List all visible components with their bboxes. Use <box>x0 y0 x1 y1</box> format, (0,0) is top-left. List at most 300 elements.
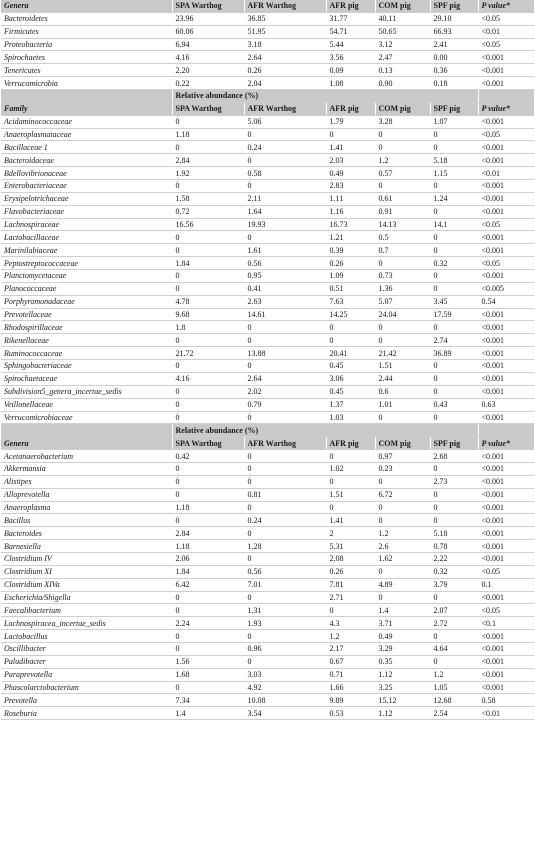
value-cell: 0 <box>244 231 326 244</box>
value-cell: 5.18 <box>430 527 478 540</box>
value-cell: 2.84 <box>172 527 244 540</box>
value-cell: 0 <box>430 385 478 398</box>
value-cell: 3.79 <box>430 578 478 591</box>
table-row <box>1 655 534 668</box>
value-cell: 0.56 <box>244 257 326 270</box>
value-cell: 1.37 <box>326 398 375 411</box>
table-row <box>1 218 534 231</box>
value-cell: 0 <box>172 514 244 527</box>
taxon-name: Anaeroplasma <box>1 501 172 514</box>
value-cell: 0 <box>172 244 244 257</box>
value-cell: <0.001 <box>478 527 534 540</box>
value-cell: 0.26 <box>326 257 375 270</box>
value-cell: 0 <box>430 205 478 218</box>
value-cell: 10.08 <box>244 694 326 707</box>
value-cell: 5.18 <box>430 154 478 167</box>
value-cell: 3.06 <box>326 372 375 385</box>
value-cell: 0.24 <box>244 141 326 154</box>
table-row <box>1 167 534 180</box>
table-row <box>1 141 534 154</box>
table-row <box>1 462 534 475</box>
value-cell: 0 <box>244 501 326 514</box>
blank-cell <box>478 424 534 437</box>
relative-abundance-label: Relative abundance (%) <box>172 424 478 437</box>
value-cell: 0 <box>326 321 375 334</box>
value-cell: 0 <box>430 231 478 244</box>
value-cell: 31.77 <box>326 12 375 25</box>
value-cell: 1.64 <box>244 205 326 218</box>
value-cell: 0 <box>172 411 244 424</box>
taxon-name: Lactobacillus <box>1 630 172 643</box>
taxon-name: Porphyromonadaceae <box>1 295 172 308</box>
column-header: Genera <box>1 0 172 12</box>
value-cell: <0.001 <box>478 655 534 668</box>
value-cell: 51.95 <box>244 25 326 38</box>
taxon-name: Anaeroplasmataceae <box>1 128 172 141</box>
value-cell: 0 <box>430 630 478 643</box>
value-cell: 1.66 <box>326 681 375 694</box>
taxon-name: Tenericutes <box>1 64 172 77</box>
taxon-name: Firmicutes <box>1 25 172 38</box>
value-cell: 0.1 <box>478 578 534 591</box>
table-row <box>1 617 534 630</box>
value-cell: 1.18 <box>172 501 244 514</box>
value-cell: 1.41 <box>326 514 375 527</box>
table-row <box>1 115 534 128</box>
value-cell: 1.03 <box>326 411 375 424</box>
value-cell: 24.04 <box>375 308 430 321</box>
value-cell: 0.18 <box>430 77 478 90</box>
value-cell: 0 <box>172 475 244 488</box>
value-cell: 1.56 <box>172 655 244 668</box>
value-cell: 1.68 <box>172 668 244 681</box>
column-header: SPA Warthog <box>172 102 244 115</box>
value-cell: <0.001 <box>478 77 534 90</box>
taxon-name: Planococcaceae <box>1 282 172 295</box>
value-cell: 0 <box>375 591 430 604</box>
column-header: AFR pig <box>326 102 375 115</box>
value-cell: <0.001 <box>478 115 534 128</box>
value-cell: <0.001 <box>478 372 534 385</box>
value-cell: 16.73 <box>326 218 375 231</box>
value-cell: <0.001 <box>478 668 534 681</box>
value-cell: 1.51 <box>326 488 375 501</box>
value-cell: <0.001 <box>478 462 534 475</box>
taxon-name: Acidaminococcaceae <box>1 115 172 128</box>
value-cell: 0 <box>375 141 430 154</box>
taxon-name: Verrucomicrobia <box>1 77 172 90</box>
value-cell: 0.61 <box>375 192 430 205</box>
table-row <box>1 475 534 488</box>
value-cell: 0.58 <box>244 167 326 180</box>
value-cell: 0 <box>375 565 430 578</box>
column-header: COM pig <box>375 437 430 450</box>
table-row <box>1 450 534 463</box>
table-row <box>1 51 534 64</box>
value-cell: 14.1 <box>430 218 478 231</box>
table-row <box>1 295 534 308</box>
value-cell: 0 <box>244 475 326 488</box>
value-cell: <0.001 <box>478 308 534 321</box>
value-cell: 2 <box>326 527 375 540</box>
value-cell: <0.001 <box>478 180 534 193</box>
table-row <box>1 180 534 193</box>
value-cell: 13.88 <box>244 347 326 360</box>
value-cell: 0.45 <box>326 385 375 398</box>
value-cell: 14.13 <box>375 218 430 231</box>
value-cell: 0.09 <box>326 64 375 77</box>
table-row <box>1 244 534 257</box>
value-cell: <0.05 <box>478 604 534 617</box>
value-cell: 4.16 <box>172 51 244 64</box>
value-cell: 0 <box>375 501 430 514</box>
value-cell: <0.001 <box>478 321 534 334</box>
value-cell: 0 <box>172 642 244 655</box>
blank-cell <box>1 424 172 437</box>
taxon-name: Sphingobacteriaceae <box>1 360 172 373</box>
value-cell: 0 <box>244 630 326 643</box>
value-cell: 2.07 <box>430 604 478 617</box>
value-cell: 0 <box>244 334 326 347</box>
column-header: SPA Warthog <box>172 437 244 450</box>
abundance-table <box>1 0 534 720</box>
value-cell: 4.16 <box>172 372 244 385</box>
value-cell: 0.39 <box>326 244 375 257</box>
value-cell: <0.001 <box>478 64 534 77</box>
value-cell: <0.001 <box>478 591 534 604</box>
value-cell: 1.24 <box>430 192 478 205</box>
table-row <box>1 372 534 385</box>
column-header: AFR pig <box>326 437 375 450</box>
value-cell: <0.05 <box>478 38 534 51</box>
value-cell: 0 <box>244 591 326 604</box>
value-cell: 1.09 <box>326 270 375 283</box>
value-cell: 0.45 <box>326 360 375 373</box>
value-cell: 5.06 <box>244 115 326 128</box>
value-cell: 4.3 <box>326 617 375 630</box>
taxon-name: Flavobacteriaceae <box>1 205 172 218</box>
taxon-name: Lachnospiraceae <box>1 218 172 231</box>
blank-cell <box>1 90 172 103</box>
value-cell: <0.05 <box>478 565 534 578</box>
value-cell: 1.16 <box>326 205 375 218</box>
column-header: Family <box>1 102 172 115</box>
taxon-name: Planctomycetaceae <box>1 270 172 283</box>
table-row <box>1 154 534 167</box>
taxon-name: Ruminococcaceae <box>1 347 172 360</box>
value-cell: 1.41 <box>326 141 375 154</box>
table-row <box>1 681 534 694</box>
value-cell: <0.001 <box>478 630 534 643</box>
value-cell: 0 <box>244 180 326 193</box>
table-row <box>1 128 534 141</box>
value-cell: 4.64 <box>430 642 478 655</box>
value-cell: 0 <box>244 655 326 668</box>
table-row <box>1 257 534 270</box>
value-cell: 2.64 <box>244 372 326 385</box>
taxon-name: Paludibacter <box>1 655 172 668</box>
value-cell: 2.74 <box>430 334 478 347</box>
taxon-name: Subdivision5_genera_incertae_sedis <box>1 385 172 398</box>
taxon-name: Roseburia <box>1 707 172 720</box>
value-cell: 2.17 <box>326 642 375 655</box>
taxon-name: Acetanaerobacterium <box>1 450 172 463</box>
taxon-name: Paraprevotella <box>1 668 172 681</box>
value-cell: 0.91 <box>375 205 430 218</box>
value-cell: 1.15 <box>430 167 478 180</box>
value-cell: 9.68 <box>172 308 244 321</box>
value-cell: 50.65 <box>375 25 430 38</box>
value-cell: 0.13 <box>375 64 430 77</box>
value-cell: 0 <box>375 321 430 334</box>
value-cell: 0.36 <box>430 64 478 77</box>
taxon-name: Bacillus <box>1 514 172 527</box>
value-cell: 0 <box>326 604 375 617</box>
taxon-name: Bdellovibrionaceae <box>1 167 172 180</box>
value-cell: 1.61 <box>244 244 326 257</box>
value-cell: 0.67 <box>326 655 375 668</box>
value-cell: 15.12 <box>375 694 430 707</box>
value-cell: 0 <box>172 630 244 643</box>
table-row <box>1 694 534 707</box>
value-cell: 6.94 <box>172 38 244 51</box>
value-cell: 4.78 <box>172 295 244 308</box>
value-cell: 0.5 <box>375 231 430 244</box>
value-cell: 1.2 <box>375 154 430 167</box>
value-cell: 3.45 <box>430 295 478 308</box>
value-cell: <0.01 <box>478 25 534 38</box>
value-cell: 4.92 <box>244 681 326 694</box>
taxon-name: Lachnospiracea_incertae_sedis <box>1 617 172 630</box>
column-header: AFR pig <box>326 0 375 12</box>
value-cell: <0.001 <box>478 681 534 694</box>
value-cell: 5.31 <box>326 540 375 553</box>
value-cell: 1.11 <box>326 192 375 205</box>
value-cell: 36.89 <box>430 347 478 360</box>
value-cell: 0.22 <box>172 77 244 90</box>
value-cell: 23.96 <box>172 12 244 25</box>
value-cell: 6.42 <box>172 578 244 591</box>
table-row <box>1 540 534 553</box>
value-cell: 0.51 <box>326 282 375 295</box>
taxon-name: Bacteroidetes <box>1 12 172 25</box>
taxon-name: Alloprevotella <box>1 488 172 501</box>
value-cell: 0 <box>244 321 326 334</box>
value-cell: 1.79 <box>326 115 375 128</box>
value-cell: 0 <box>430 462 478 475</box>
value-cell: 2.6 <box>375 540 430 553</box>
value-cell: <0.001 <box>478 347 534 360</box>
value-cell: 1.92 <box>172 167 244 180</box>
value-cell: 1.84 <box>172 257 244 270</box>
value-cell: 14.61 <box>244 308 326 321</box>
table-row <box>1 334 534 347</box>
value-cell: 6.72 <box>375 488 430 501</box>
value-cell: 3.12 <box>375 38 430 51</box>
value-cell: 0 <box>430 360 478 373</box>
value-cell: <0.001 <box>478 540 534 553</box>
value-cell: <0.001 <box>478 642 534 655</box>
value-cell: <0.01 <box>478 707 534 720</box>
value-cell: 0.78 <box>430 540 478 553</box>
value-cell: <0.001 <box>478 385 534 398</box>
column-header: SPF pig <box>430 0 478 12</box>
value-cell: 12.68 <box>430 694 478 707</box>
value-cell: 2.71 <box>326 591 375 604</box>
value-cell: <0.001 <box>478 488 534 501</box>
value-cell: 0.32 <box>430 257 478 270</box>
column-header: COM pig <box>375 0 430 12</box>
column-header: P value* <box>478 0 534 12</box>
taxon-name: Proteobacteria <box>1 38 172 51</box>
value-cell: 5.07 <box>375 295 430 308</box>
value-cell: 0 <box>244 360 326 373</box>
value-cell: 0 <box>172 282 244 295</box>
value-cell: 0.71 <box>326 668 375 681</box>
taxon-name: Faecalibacterium <box>1 604 172 617</box>
value-cell: <0.001 <box>478 360 534 373</box>
value-cell: 0.49 <box>375 630 430 643</box>
value-cell: 0 <box>430 180 478 193</box>
value-cell: <0.001 <box>478 192 534 205</box>
header-row <box>1 437 534 450</box>
value-cell: 2.08 <box>326 552 375 565</box>
relative-abundance-row <box>1 424 534 437</box>
value-cell: 0.58 <box>478 694 534 707</box>
table-row <box>1 38 534 51</box>
value-cell: 0 <box>244 462 326 475</box>
value-cell: 0 <box>430 244 478 257</box>
value-cell: 0 <box>244 527 326 540</box>
value-cell: 1.08 <box>326 77 375 90</box>
value-cell: 0.56 <box>244 565 326 578</box>
value-cell: <0.01 <box>478 167 534 180</box>
value-cell: 0 <box>172 231 244 244</box>
value-cell: 19.93 <box>244 218 326 231</box>
value-cell: <0.001 <box>478 411 534 424</box>
value-cell: 1.58 <box>172 192 244 205</box>
value-cell: <0.001 <box>478 205 534 218</box>
value-cell: 0 <box>430 270 478 283</box>
table-row <box>1 64 534 77</box>
value-cell: 2.20 <box>172 64 244 77</box>
value-cell: 3.56 <box>326 51 375 64</box>
value-cell: 20.41 <box>326 347 375 360</box>
value-cell: 1.31 <box>244 604 326 617</box>
taxon-name: Prevotella <box>1 694 172 707</box>
value-cell: 0 <box>172 681 244 694</box>
value-cell: 2.24 <box>172 617 244 630</box>
value-cell: 0.97 <box>375 450 430 463</box>
taxon-name: Erysipelotrichaceae <box>1 192 172 205</box>
value-cell: 2.63 <box>244 295 326 308</box>
column-header: AFR Warthog <box>244 102 326 115</box>
value-cell: 0 <box>326 334 375 347</box>
value-cell: 0 <box>172 360 244 373</box>
value-cell: 0 <box>430 501 478 514</box>
value-cell: 1.02 <box>326 462 375 475</box>
column-header: COM pig <box>375 102 430 115</box>
taxon-name: Akkermansia <box>1 462 172 475</box>
taxon-name: Clostridium XI <box>1 565 172 578</box>
value-cell: <0.001 <box>478 141 534 154</box>
value-cell: 0 <box>375 180 430 193</box>
table-row <box>1 604 534 617</box>
column-header: SPF pig <box>430 102 478 115</box>
value-cell: 0.43 <box>430 398 478 411</box>
value-cell: 2.73 <box>430 475 478 488</box>
value-cell: 1.2 <box>326 630 375 643</box>
value-cell: 0 <box>326 475 375 488</box>
value-cell: 0 <box>172 398 244 411</box>
column-header: AFR Warthog <box>244 0 326 12</box>
taxon-name: Oscillibacter <box>1 642 172 655</box>
value-cell: 1.36 <box>375 282 430 295</box>
value-cell: 2.41 <box>430 38 478 51</box>
taxon-name: Peptostreptococcaceae <box>1 257 172 270</box>
value-cell: 1.05 <box>430 681 478 694</box>
value-cell: 60.06 <box>172 25 244 38</box>
value-cell: 0 <box>375 257 430 270</box>
value-cell: <0.05 <box>478 257 534 270</box>
value-cell: 0.73 <box>375 270 430 283</box>
value-cell: 21.42 <box>375 347 430 360</box>
value-cell: 7.01 <box>244 578 326 591</box>
value-cell: 0 <box>430 514 478 527</box>
value-cell: 2.83 <box>326 180 375 193</box>
value-cell: 0.42 <box>172 450 244 463</box>
value-cell: 0 <box>244 450 326 463</box>
taxon-name: Bacillaceae 1 <box>1 141 172 154</box>
taxon-name: Bacteroides <box>1 527 172 540</box>
value-cell: 1.18 <box>172 128 244 141</box>
value-cell: 0 <box>375 475 430 488</box>
table-row <box>1 205 534 218</box>
value-cell: 2.11 <box>244 192 326 205</box>
value-cell: 36.85 <box>244 12 326 25</box>
value-cell: 0 <box>244 411 326 424</box>
table-row <box>1 565 534 578</box>
table-row <box>1 578 534 591</box>
value-cell: 2.03 <box>326 154 375 167</box>
value-cell: <0.1 <box>478 617 534 630</box>
blank-cell <box>478 90 534 103</box>
taxon-name: Veillonellaceae <box>1 398 172 411</box>
value-cell: <0.001 <box>478 501 534 514</box>
value-cell: 16.56 <box>172 218 244 231</box>
value-cell: 0 <box>172 270 244 283</box>
value-cell: 0 <box>244 154 326 167</box>
table-row <box>1 501 534 514</box>
value-cell: 0.79 <box>244 398 326 411</box>
table-row <box>1 12 534 25</box>
value-cell: 2.22 <box>430 552 478 565</box>
value-cell: 0 <box>326 128 375 141</box>
value-cell: 0 <box>375 334 430 347</box>
value-cell: <0.05 <box>478 218 534 231</box>
value-cell: <0.001 <box>478 334 534 347</box>
value-cell: 0.23 <box>375 462 430 475</box>
value-cell: 0.81 <box>244 488 326 501</box>
taxon-name: Barnesiella <box>1 540 172 553</box>
value-cell: 1.84 <box>172 565 244 578</box>
value-cell: 3.54 <box>244 707 326 720</box>
value-cell: <0.001 <box>478 450 534 463</box>
value-cell: <0.001 <box>478 51 534 64</box>
value-cell: 66.93 <box>430 25 478 38</box>
value-cell: 2.02 <box>244 385 326 398</box>
table-row <box>1 527 534 540</box>
